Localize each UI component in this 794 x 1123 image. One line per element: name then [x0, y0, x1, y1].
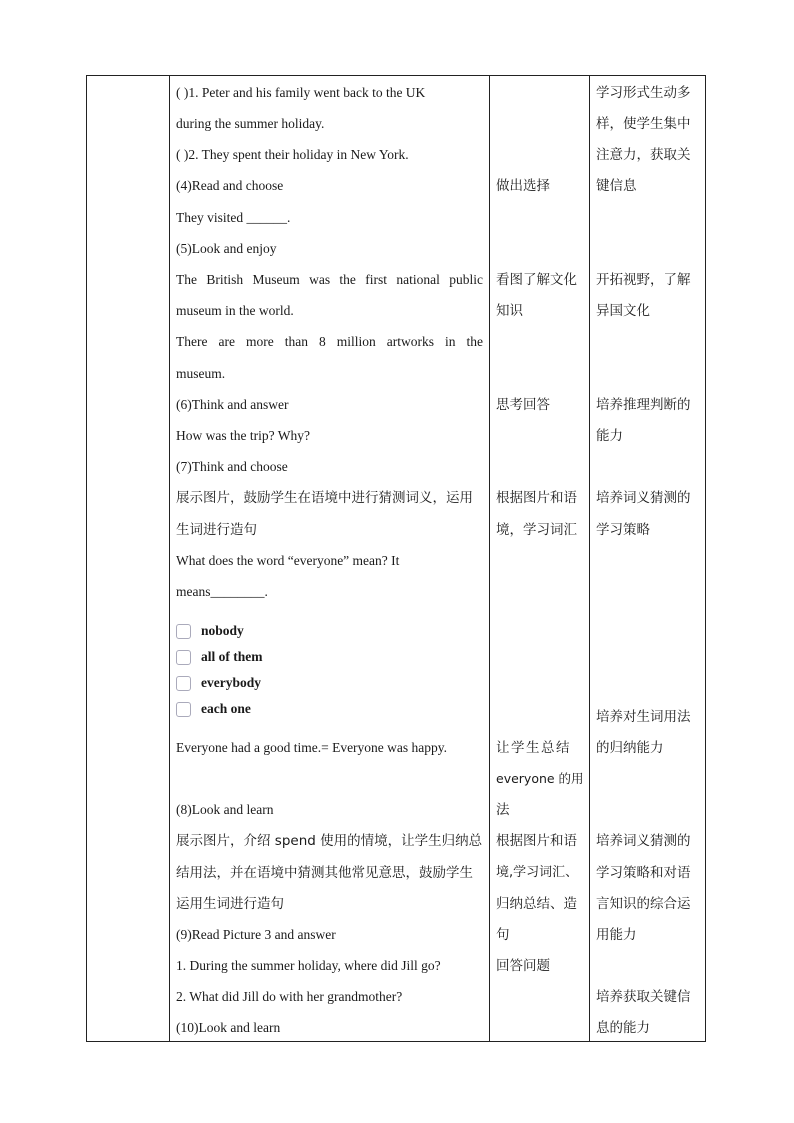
- activity-line: 展示图片，介绍 spend 使用的情境，让学生归纳总: [176, 833, 483, 849]
- activity-line: 展示图片，鼓励学生在语境中进行猜测词义，运用: [176, 490, 473, 506]
- student-line: 思考回答: [496, 397, 550, 413]
- intent-line: 样，使学生集中: [596, 116, 691, 132]
- activity-line: museum.: [176, 366, 226, 381]
- student-line: 看图了解文化: [496, 272, 577, 288]
- activity-line: 运用生词进行造句: [176, 896, 284, 912]
- student-line: everyone 的用: [496, 771, 584, 786]
- student-line: 境，学习词汇: [496, 522, 577, 538]
- activity-line: 结用法，并在语境中猜测其他常见意思，鼓励学生: [176, 865, 473, 881]
- activity-line: ( )1. Peter and his family went back to the UK: [176, 85, 426, 100]
- student-line: 知识: [496, 303, 523, 319]
- activity-line: There are more than 8 million artworks in the: [176, 334, 483, 349]
- intent-line: 培养词义猜测的: [596, 833, 691, 849]
- intent-line: 培养词义猜测的: [596, 490, 691, 506]
- student-line: 归纳总结、造: [496, 896, 577, 912]
- activity-line: (9)Read Picture 3 and answer: [176, 927, 336, 942]
- option-label: nobody: [201, 623, 244, 638]
- intent-line: 学习策略: [596, 522, 650, 538]
- activity-column: [170, 76, 489, 1041]
- option-nobody[interactable]: [176, 621, 244, 641]
- option-label: everybody: [201, 675, 261, 690]
- student-line: 做出选择: [496, 178, 550, 194]
- activity-line: 2. What did Jill do with her grandmother?: [176, 989, 403, 1004]
- student-line: 根据图片和语: [496, 490, 577, 506]
- activity-line: (8)Look and learn: [176, 802, 274, 817]
- intent-line: 培养推理判断的: [596, 397, 691, 413]
- activity-line: 1. During the summer holiday, where did Jill go?: [176, 958, 441, 973]
- activity-line: (6)Think and answer: [176, 397, 289, 412]
- checkbox-icon[interactable]: [176, 624, 191, 639]
- intent-line: 学习策略和对语: [596, 865, 691, 881]
- design-intent-column: [590, 76, 705, 1041]
- checkbox-icon[interactable]: [176, 676, 191, 691]
- intent-line: 学习形式生动多: [596, 85, 691, 101]
- option-label: all of them: [201, 649, 263, 664]
- step-column: [87, 76, 169, 1041]
- activity-line: (7)Think and choose: [176, 459, 288, 474]
- intent-line: 键信息: [596, 178, 637, 194]
- activity-line: (10)Look and learn: [176, 1020, 281, 1035]
- intent-line: 培养对生词用法: [596, 709, 691, 725]
- option-each-one[interactable]: [176, 699, 251, 719]
- activity-line: museum in the world.: [176, 303, 294, 318]
- intent-line: 能力: [596, 428, 623, 444]
- student-activity-column: [490, 76, 589, 1041]
- option-everybody[interactable]: [176, 673, 261, 693]
- intent-line: 的归纳能力: [596, 740, 664, 756]
- activity-line: What does the word “everyone” mean? It: [176, 553, 400, 568]
- activity-line: (5)Look and enjoy: [176, 241, 277, 256]
- student-line: 法: [496, 802, 510, 818]
- option-all-of-them[interactable]: [176, 647, 263, 667]
- activity-line: Everyone had a good time.= Everyone was happy.: [176, 740, 448, 755]
- activity-line: They visited ______.: [176, 210, 291, 225]
- student-line: 根据图片和语: [496, 833, 577, 849]
- activity-line: The British Museum was the first national public: [176, 272, 483, 287]
- student-line: 回答问题: [496, 958, 550, 974]
- intent-line: 用能力: [596, 927, 637, 943]
- intent-line: 培养获取关键信: [596, 989, 691, 1005]
- checkbox-icon[interactable]: [176, 650, 191, 665]
- intent-line: 息的能力: [596, 1020, 650, 1036]
- activity-line: 生词进行造句: [176, 522, 257, 538]
- activity-line: means________.: [176, 584, 268, 599]
- student-line: 境,学习词汇、: [496, 865, 579, 880]
- option-label: each one: [201, 701, 251, 716]
- checkbox-icon[interactable]: [176, 702, 191, 717]
- lesson-table: [86, 75, 706, 1042]
- student-line: 句: [496, 927, 510, 943]
- intent-line: 言知识的综合运: [596, 896, 691, 912]
- intent-line: 注意力，获取关: [596, 147, 691, 163]
- activity-line: ( )2. They spent their holiday in New York.: [176, 147, 409, 162]
- activity-line: How was the trip? Why?: [176, 428, 310, 443]
- intent-line: 开拓视野，了解: [596, 272, 691, 288]
- student-line: 让学生总结: [496, 740, 571, 756]
- activity-line: (4)Read and choose: [176, 178, 284, 193]
- intent-line: 异国文化: [596, 303, 650, 319]
- activity-line: during the summer holiday.: [176, 116, 325, 131]
